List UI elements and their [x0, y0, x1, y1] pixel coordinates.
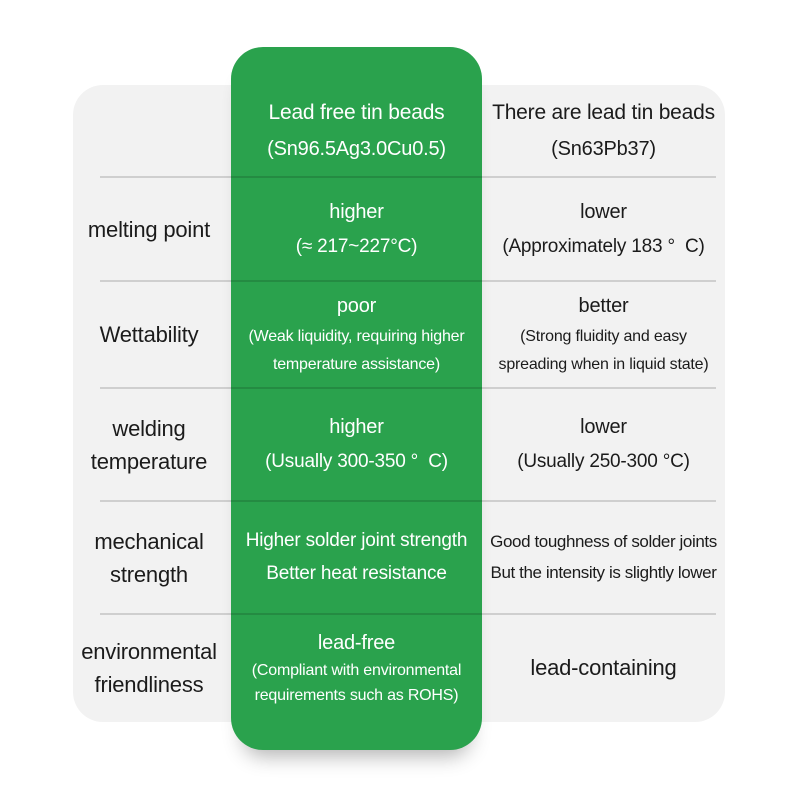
row-label-line-1: mechanical — [94, 528, 204, 554]
row-label-cell — [73, 614, 231, 722]
leaded-column-title: There are lead tin beads — [492, 101, 715, 124]
table-row-melting-point — [73, 177, 725, 281]
leadfree-value-detail-2: temperature assistance) — [272, 356, 441, 373]
row-label-cell — [73, 177, 231, 281]
leaded-value-main: lead-containing — [530, 655, 677, 680]
leadfree-value-detail-1: (Compliant with environmental — [251, 661, 462, 679]
row-label-line-2: strength — [110, 561, 188, 587]
leaded-value-cell — [482, 501, 725, 614]
leaded-value-cell — [482, 281, 725, 388]
leaded-value-detail: (Usually 250-300 °C) — [517, 451, 690, 472]
leadfree-value-main: lead-free — [317, 631, 396, 654]
leadfree-value-detail-1: (Weak liquidity, requiring higher — [248, 328, 465, 345]
row-label-line-2: friendliness — [94, 672, 204, 697]
leaded-value-cell — [482, 388, 725, 501]
leaded-value-main: lower — [580, 416, 627, 438]
row-label-line-1: environmental — [81, 639, 217, 664]
row-label: melting point — [87, 216, 211, 242]
header-leaded-cell — [482, 85, 725, 177]
table-row-environmental-friendliness — [73, 614, 725, 722]
leaded-value-detail-2: spreading when in liquid state) — [498, 356, 709, 373]
header-label-spacer — [73, 85, 231, 177]
leadfree-value-main: higher — [329, 200, 384, 223]
row-label-cell — [73, 501, 231, 614]
table-row-welding-temperature — [73, 388, 725, 501]
row-label: Wettability — [99, 322, 199, 347]
row-label-line-2: temperature — [90, 448, 208, 474]
row-label-cell — [73, 281, 231, 388]
row-label-line-1: welding — [112, 415, 186, 441]
leaded-value-line-1: Good toughness of solder joints — [490, 532, 717, 551]
leadfree-value-detail: (Usually 300-350 ° C) — [265, 451, 448, 472]
leadfree-value-main: poor — [336, 295, 377, 317]
leadfree-alloy-formula: (Sn96.5Ag3.0Cu0.5) — [267, 138, 446, 160]
leaded-value-detail-1: (Strong fluidity and easy — [520, 328, 687, 345]
leaded-value-main: lower — [580, 200, 627, 223]
table-row-wettability — [73, 281, 725, 388]
leadfree-value-cell — [231, 281, 482, 388]
table-header-row — [73, 85, 725, 177]
leadfree-value-main: higher — [329, 416, 384, 438]
leaded-value-cell — [482, 177, 725, 281]
leadfree-column-title: Lead free tin beads — [268, 101, 445, 124]
leaded-value-detail: (Approximately 183 ° C) — [502, 235, 705, 257]
leaded-value-line-2: But the intensity is slightly lower — [490, 563, 717, 582]
leadfree-value-detail: (≈ 217~227°C) — [295, 235, 418, 257]
table-row-mechanical-strength — [73, 501, 725, 614]
leadfree-value-line-1: Higher solder joint strength — [245, 530, 468, 551]
header-leadfree-cell — [231, 85, 482, 177]
leadfree-value-cell — [231, 177, 482, 281]
leadfree-value-cell — [231, 501, 482, 614]
leadfree-value-cell — [231, 614, 482, 722]
leadfree-value-line-2: Better heat resistance — [266, 563, 447, 584]
leaded-value-main: better — [578, 295, 629, 317]
leaded-value-cell — [482, 614, 725, 722]
row-label-cell — [73, 388, 231, 501]
leadfree-value-cell — [231, 388, 482, 501]
leaded-alloy-formula: (Sn63Pb37) — [551, 138, 656, 160]
leadfree-value-detail-2: requirements such as ROHS) — [254, 686, 459, 704]
